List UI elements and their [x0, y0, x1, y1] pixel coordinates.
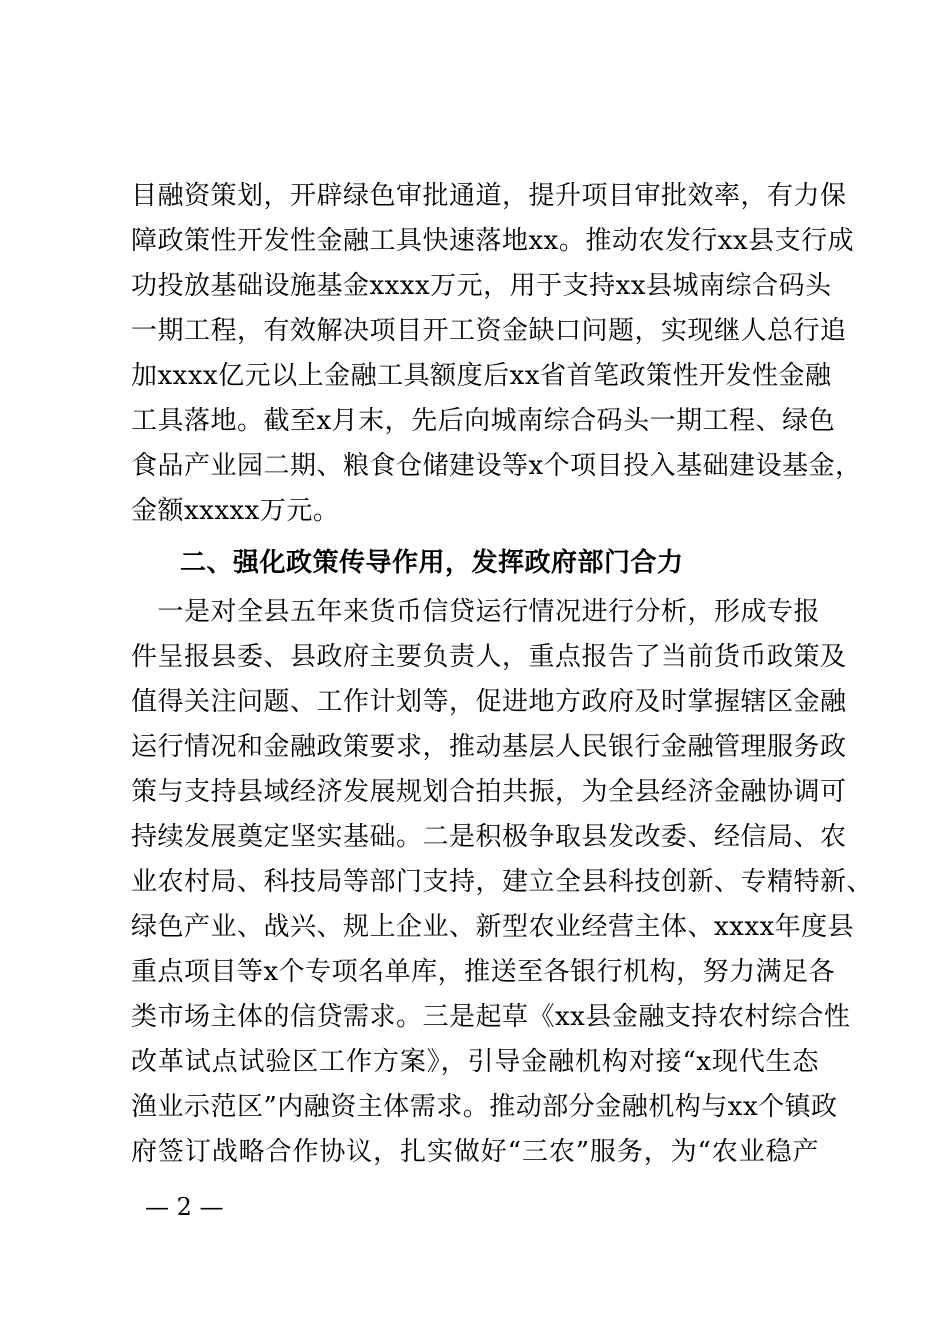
text-line: 重点项目等x个专项名单库，推送至各银行机构，努力满足各: [131, 957, 836, 987]
text-line: 食品产业园二期、粮食仓储建设等x个项目投入基础建设基金，: [131, 451, 862, 481]
section-heading: 二、强化政策传导作用，发挥政府部门合力: [180, 548, 684, 578]
text-line: 府签订战略合作协议，扎实做好“三农”服务，为“农业稳产: [131, 1137, 819, 1167]
text-line: 值得关注问题、工作计划等，促进地方政府及时掌握辖区金融: [131, 687, 847, 717]
text-line: 一是对全县五年来货币信贷运行情况进行分析，形成专报: [131, 597, 821, 627]
text-line: 一期工程，有效解决项目开工资金缺口问题，实现继人总行追: [131, 316, 847, 346]
text-line: 障政策性开发性金融工具快速落地xx。推动农发行xx县支行成: [131, 226, 855, 256]
text-line: 运行情况和金融政策要求，推动基层人民银行金融管理服务政: [131, 732, 847, 762]
text-line: 功投放基础设施基金xxxx万元，用于支持xx县城南综合码头: [131, 271, 832, 301]
text-line: 改革试点试验区工作方案》，引导金融机构对接“x现代生态: [131, 1047, 819, 1077]
text-line: 业农村局、科技局等部门支持，建立全县科技创新、专精特新、: [131, 867, 874, 897]
text-line: 绿色产业、战兴、规上企业、新型农业经营主体、xxxx年度县: [131, 912, 855, 942]
text-line: 工具落地。截至x月末，先后向城南综合码头一期工程、绿色: [131, 406, 836, 436]
text-line: 件呈报县委、县政府主要负责人，重点报告了当前货币政策及: [131, 642, 847, 672]
text-line: 渔业示范区”内融资主体需求。推动部分金融机构与xx个镇政: [131, 1092, 838, 1122]
text-line: 类市场主体的信贷需求。三是起草《xx县金融支持农村综合性: [131, 1002, 851, 1032]
page-number: — 2 —: [145, 1193, 224, 1221]
text-line: 持续发展奠定坚实基础。二是积极争取县发改委、经信局、农: [131, 822, 847, 852]
text-line: 策与支持县域经济发展规划合拍共振，为全县经济金融协调可: [131, 777, 847, 807]
text-line: 加xxxx亿元以上金融工具额度后xx省首笔政策性开发性金融: [131, 361, 832, 391]
text-line: 目融资策划，开辟绿色审批通道，提升项目审批效率，有力保: [131, 181, 847, 211]
text-line: 金额xxxxx万元。: [131, 496, 340, 526]
